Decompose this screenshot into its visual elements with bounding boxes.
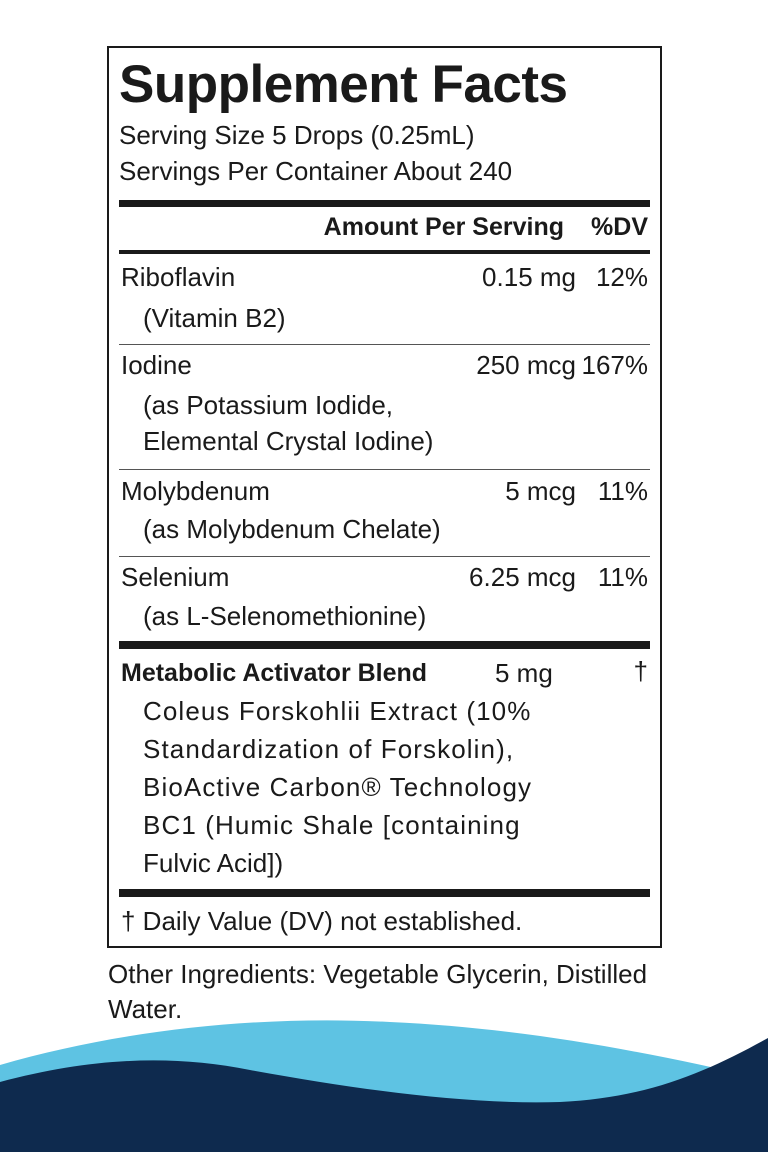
nutrient-amount: 6.25 mcg xyxy=(469,562,576,592)
header-dv: %DV xyxy=(591,213,648,241)
nutrient-amount: 0.15 mg xyxy=(482,262,576,292)
blend-ingredient-line: Coleus Forskohlii Extract (10% xyxy=(143,696,532,726)
nutrient-dv: 11% xyxy=(597,562,648,592)
nutrient-dv: 11% xyxy=(597,476,648,506)
nutrient-detail: (as Potassium Iodide, xyxy=(143,390,394,420)
blend-amount: 5 mg xyxy=(495,658,553,688)
row-divider xyxy=(119,469,650,470)
nutrient-dv: 167% xyxy=(581,350,648,380)
thick-divider xyxy=(119,200,650,207)
nutrient-amount: 5 mcg xyxy=(505,476,576,506)
decorative-wave xyxy=(0,1010,768,1152)
footnote: † Daily Value (DV) not established. xyxy=(121,906,523,936)
nutrient-amount: 250 mcg xyxy=(476,350,576,380)
nutrient-detail: (as L-Selenomethionine) xyxy=(143,601,427,631)
nutrient-detail: (as Molybdenum Chelate) xyxy=(143,514,441,544)
nutrient-detail: Elemental Crystal Iodine) xyxy=(143,426,434,456)
blend-dv-dagger: † xyxy=(633,656,648,686)
nutrient-detail: (Vitamin B2) xyxy=(143,303,286,333)
nutrient-name: Selenium xyxy=(121,562,230,592)
nutrient-dv: 12% xyxy=(595,262,648,292)
nutrient-name: Molybdenum xyxy=(121,476,270,506)
nutrient-name: Iodine xyxy=(121,350,192,380)
blend-ingredient-line: Standardization of Forskolin), xyxy=(143,734,515,764)
panel-title: Supplement Facts xyxy=(119,55,568,114)
supplement-facts-panel xyxy=(107,46,662,948)
blend-ingredient-line: BioActive Carbon® Technology xyxy=(143,772,533,802)
thick-divider xyxy=(119,889,650,897)
blend-name: Metabolic Activator Blend xyxy=(121,659,428,687)
row-divider xyxy=(119,344,650,345)
blend-ingredient-line: BC1 (Humic Shale [containing xyxy=(143,810,521,840)
blend-ingredient-line: Fulvic Acid]) xyxy=(143,848,284,878)
other-ingredients: Other Ingredients: Vegetable Glycerin, Distilled Water. xyxy=(108,959,648,1024)
nutrient-name: Riboflavin xyxy=(121,262,236,292)
row-divider xyxy=(119,556,650,557)
serving-size: Serving Size 5 Drops (0.25mL) xyxy=(119,120,475,150)
header-divider xyxy=(119,250,650,254)
header-amount: Amount Per Serving xyxy=(323,213,564,241)
servings-per-container: Servings Per Container About 240 xyxy=(119,156,513,186)
thick-divider xyxy=(119,641,650,649)
